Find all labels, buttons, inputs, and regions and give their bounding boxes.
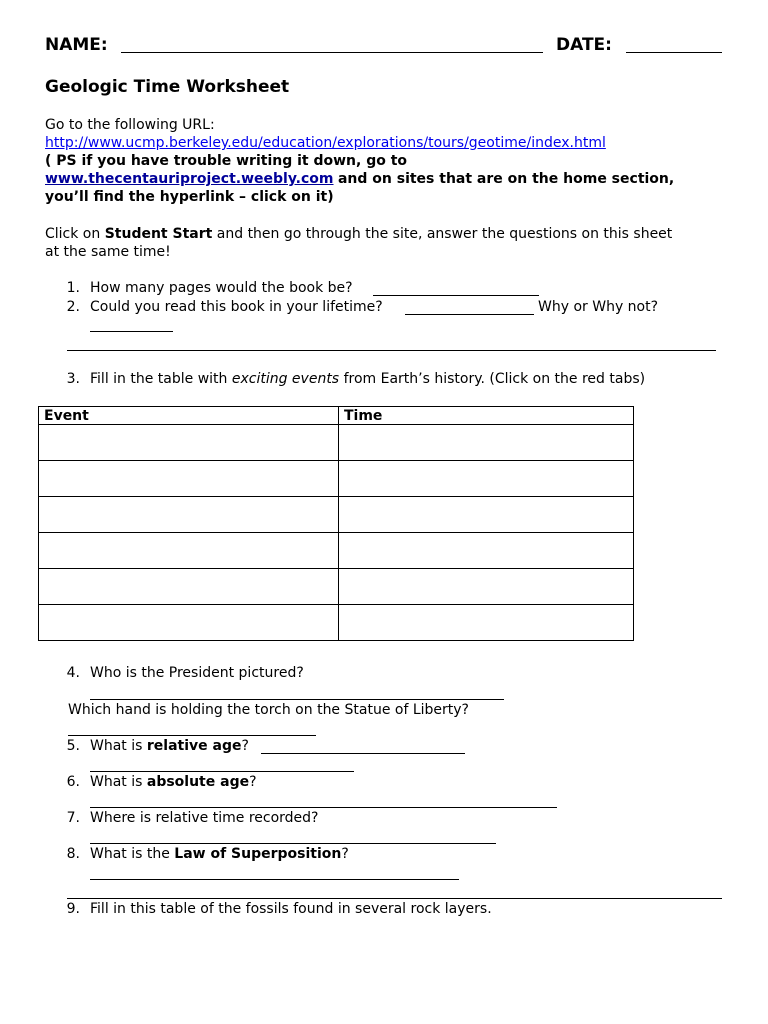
q8-number: 8. [66, 846, 80, 862]
q8-text [90, 846, 349, 862]
q7-answer-line[interactable] [90, 843, 496, 844]
q4-number: 4. [66, 665, 80, 681]
table-row [39, 605, 634, 641]
time-column-header: Time [339, 407, 634, 425]
event-cell[interactable] [39, 605, 339, 641]
q8-pre: What is the [90, 846, 170, 862]
student-start-text: Student Start [104, 226, 213, 242]
q8-answer-line[interactable] [90, 879, 459, 880]
table-row [39, 569, 634, 605]
q5-text [90, 738, 249, 754]
q2-tail: Why or Why not? [538, 299, 659, 315]
q3-pre: Fill in the table with [90, 371, 228, 387]
q2-answer-line-3[interactable] [67, 350, 716, 351]
q4-text: Who is the President pictured? [90, 665, 304, 681]
name-label: NAME: [45, 35, 108, 55]
table-row [39, 497, 634, 533]
time-cell[interactable] [339, 461, 634, 497]
ps-line-3: you’ll find the hyperlink – click on it) [45, 189, 334, 205]
q6-answer-line[interactable] [90, 807, 557, 808]
instructions-rest: and then go through the site, answer the questions on this sheet [216, 226, 673, 242]
go-to-text: Go to the following URL: [45, 117, 215, 133]
table-row [39, 533, 634, 569]
table-row [39, 461, 634, 497]
q4-follow-up: Which hand is holding the torch on the Statue of Liberty? [68, 702, 469, 718]
time-cell[interactable] [339, 533, 634, 569]
event-cell[interactable] [39, 461, 339, 497]
ps-line-2 [45, 171, 674, 187]
q5-number: 5. [66, 738, 80, 754]
event-cell[interactable] [39, 425, 339, 461]
click-on-text: Click on [45, 226, 101, 242]
q2-answer-line[interactable] [405, 314, 534, 315]
q5-pre: What is [90, 738, 143, 754]
q3-number: 3. [66, 371, 80, 387]
page-title: Geologic Time Worksheet [45, 77, 290, 97]
q2-text: Could you read this book in your lifetime? [90, 299, 383, 315]
event-cell[interactable] [39, 497, 339, 533]
site-link[interactable]: www.thecentauriproject.weebly.com [45, 171, 334, 187]
q1-answer-line[interactable] [373, 295, 539, 296]
date-field[interactable] [626, 52, 722, 53]
q2-number: 2. [66, 299, 80, 315]
q6-text [90, 774, 257, 790]
ps-text: ( PS if you have trouble writing it down, go to [45, 153, 408, 169]
time-cell[interactable] [339, 497, 634, 533]
q5-answer-line[interactable] [261, 753, 465, 754]
q9-number: 9. [66, 901, 80, 917]
q6-term: absolute age [146, 774, 250, 790]
q6-post: ? [249, 774, 257, 790]
q7-text: Where is relative time recorded? [90, 810, 319, 826]
q6-pre: What is [90, 774, 143, 790]
q8-answer-line-2[interactable] [67, 898, 722, 899]
time-cell[interactable] [339, 425, 634, 461]
instructions-line-1 [45, 226, 672, 242]
q9-text: Fill in this table of the fossils found in several rock layers. [90, 901, 492, 917]
table-header-row [39, 407, 634, 425]
ps-suffix: and on sites that are on the home section, [337, 171, 675, 187]
q3-text [90, 371, 645, 387]
date-label: DATE: [556, 35, 612, 55]
instructions-line-2: at the same time! [45, 244, 171, 260]
q5-post: ? [241, 738, 249, 754]
q6-number: 6. [66, 774, 80, 790]
q1-text: How many pages would the book be? [90, 280, 353, 296]
url-link[interactable]: http://www.ucmp.berkeley.edu/education/explorations/tours/geotime/index.html [45, 135, 606, 151]
q8-term: Law of Superposition [174, 846, 342, 862]
q3-emphasis: exciting events [231, 371, 340, 387]
time-cell[interactable] [339, 569, 634, 605]
q5-answer-line-2[interactable] [90, 771, 354, 772]
q4-answer-line[interactable] [90, 699, 504, 700]
name-field[interactable] [121, 52, 543, 53]
event-cell[interactable] [39, 533, 339, 569]
q2-answer-line-2[interactable] [90, 331, 173, 332]
q1-number: 1. [66, 280, 80, 296]
events-table [38, 406, 634, 641]
q8-post: ? [341, 846, 349, 862]
q7-number: 7. [66, 810, 80, 826]
q4-follow-answer-line[interactable] [68, 735, 316, 736]
event-column-header: Event [39, 407, 339, 425]
q5-term: relative age [146, 738, 242, 754]
q3-post: from Earth’s history. (Click on the red tabs) [343, 371, 646, 387]
time-cell[interactable] [339, 605, 634, 641]
event-cell[interactable] [39, 569, 339, 605]
table-row [39, 425, 634, 461]
